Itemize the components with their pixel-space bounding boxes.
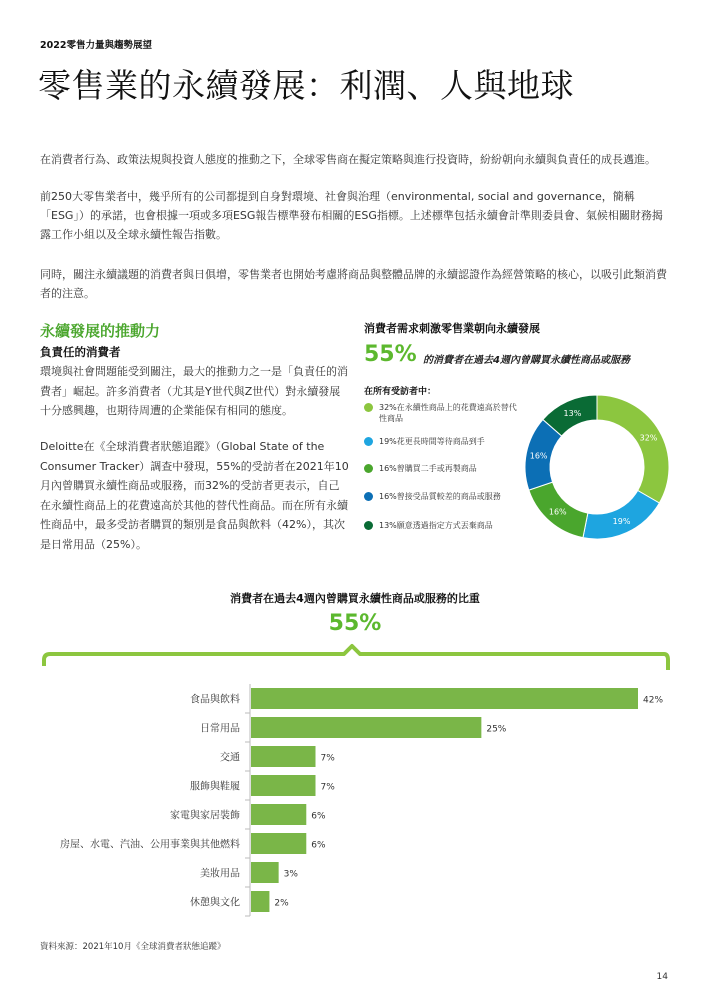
section-text-2: Deloitte在《全球消費者狀態追蹤》（Global State of the Consumer Tracker）調查中發現，55%的受訪者在2021年10月內曾購買永續性商品或服務，而32%的受訪者更表示，自己在永續性商品上的花費遠高於其他的替代性商品。而在所有永續性商品中，最多受訪者購買的類別是食品與飲料（42%），其次是日常用品（25%）。: [40, 440, 349, 551]
bar-value-label: 7%: [320, 782, 335, 793]
donut-slice-label: 16%: [548, 507, 567, 517]
bar-chart-title: 消費者在過去4週內曾購買永續性商品或服務的比重: [230, 592, 480, 605]
page-number: 14: [656, 972, 668, 982]
bar-category-label: 休憩與文化: [190, 897, 240, 909]
donut-slice: [597, 395, 669, 503]
bar-category-label: 食品與飲料: [190, 694, 240, 706]
legend-dot-icon: [364, 521, 373, 530]
bar-category-label: 交通: [220, 752, 240, 764]
legend-label: 19%花更長時間等待商品到手: [379, 437, 485, 446]
page-title: 零售業的永續發展：利潤、人與地球: [38, 66, 574, 105]
bar-value-label: 6%: [311, 840, 326, 851]
legend-dot-icon: [364, 437, 373, 446]
legend-label: 32%在永續性商品上的花費遠高於替代性商品: [379, 403, 517, 423]
section-title: 永續發展的推動力: [40, 322, 161, 340]
donut-legend-item: [364, 520, 524, 531]
bar-value-label: 25%: [486, 724, 507, 735]
section-text-1: 環境與社會問題能受到關注，最大的推動力之一是「負責任的消費者」崛起。許多消費者（尤其是Y世代與Z世代）對永續發展十分感興趣，也期待周遭的企業能保有相同的態度。: [40, 365, 348, 417]
bar-value-label: 42%: [643, 695, 664, 706]
legend-label: 16%曾接受品質較差的商品或服務: [379, 492, 501, 501]
bar-category-label: 美妝用品: [200, 868, 240, 880]
bar-category-label: 日常用品: [200, 723, 240, 735]
donut-legend-item: [364, 463, 524, 474]
bar: [251, 862, 279, 883]
donut-legend-item: [364, 491, 524, 502]
donut-slice-label: 19%: [612, 517, 631, 527]
donut-slice-label: 32%: [639, 433, 658, 443]
bar-value-label: 6%: [311, 811, 326, 822]
legend-label: 16%曾購買二手或再製商品: [379, 464, 477, 473]
donut-legend-item: [364, 436, 524, 447]
bar: [251, 775, 316, 796]
bar: [251, 746, 316, 767]
legend-label: 13%願意透過指定方式丟棄商品: [379, 521, 493, 530]
section-subtitle: 負責任的消費者: [40, 345, 121, 359]
legend-dot-icon: [364, 464, 373, 473]
legend-dot-icon: [364, 492, 373, 501]
bar-chart-frame: [44, 646, 668, 670]
donut-chart: [522, 392, 672, 542]
source-note: 資料來源：2021年10月《全球消費者狀態追蹤》: [40, 942, 226, 952]
bar-category-label: 服飾與鞋履: [190, 781, 240, 793]
donut-slice-label: 16%: [529, 451, 548, 461]
donut-chart-title: 消費者需求刺激零售業朝向永續發展: [364, 322, 540, 335]
bar: [251, 688, 638, 709]
bar-value-label: 7%: [320, 753, 335, 764]
legend-dot-icon: [364, 403, 373, 412]
bar-category-label: 房屋、水電、汽油、公用事業與其他燃料: [60, 839, 240, 851]
bar-category-label: 家電與家居裝飾: [170, 810, 240, 822]
intro-paragraph-3: 同時，關注永續議題的消費者與日俱增，零售業者也開始考慮將商品與整體品牌的永續認證作為經營策略的核心，以吸引此類消費者的注意。: [40, 268, 667, 300]
bar-chart: [40, 640, 672, 920]
donut-slice-label: 13%: [563, 408, 582, 418]
bar-chart-big-value: 55%: [328, 611, 382, 636]
bar-value-label: 3%: [283, 869, 298, 880]
donut-big-value: 55%: [364, 342, 417, 367]
intro-paragraph-2: 前250大零售業者中，幾乎所有的公司都提到自身對環境、社會與治理（environmental, social and governance，簡稱「ESG」）的承諾，也會根據一項或多項ESG報告標準發布相關的ESG指標。上述標準包括永續會計準則委員會、氣候相關財務揭露工作小組以及全球永續性報告指數。: [40, 190, 663, 241]
bar: [251, 717, 481, 738]
donut-big-description: 的消費者在過去4週內曾購買永續性商品或服務: [423, 355, 630, 366]
bar: [251, 891, 269, 912]
donut-legend-item: [364, 402, 524, 424]
bar-value-label: 2%: [274, 898, 289, 909]
bar: [251, 804, 306, 825]
donut-slice: [583, 491, 659, 540]
bar: [251, 833, 306, 854]
intro-paragraph-1: 在消費者行為、政策法規與投資人態度的推動之下，全球零售商在擬定策略與進行投資時，紛紛朝向永續與負責任的成長邁進。: [40, 153, 656, 166]
report-header: 2022零售力量與趨勢展望: [40, 40, 152, 51]
donut-among-label: 在所有受訪者中：: [364, 387, 437, 397]
